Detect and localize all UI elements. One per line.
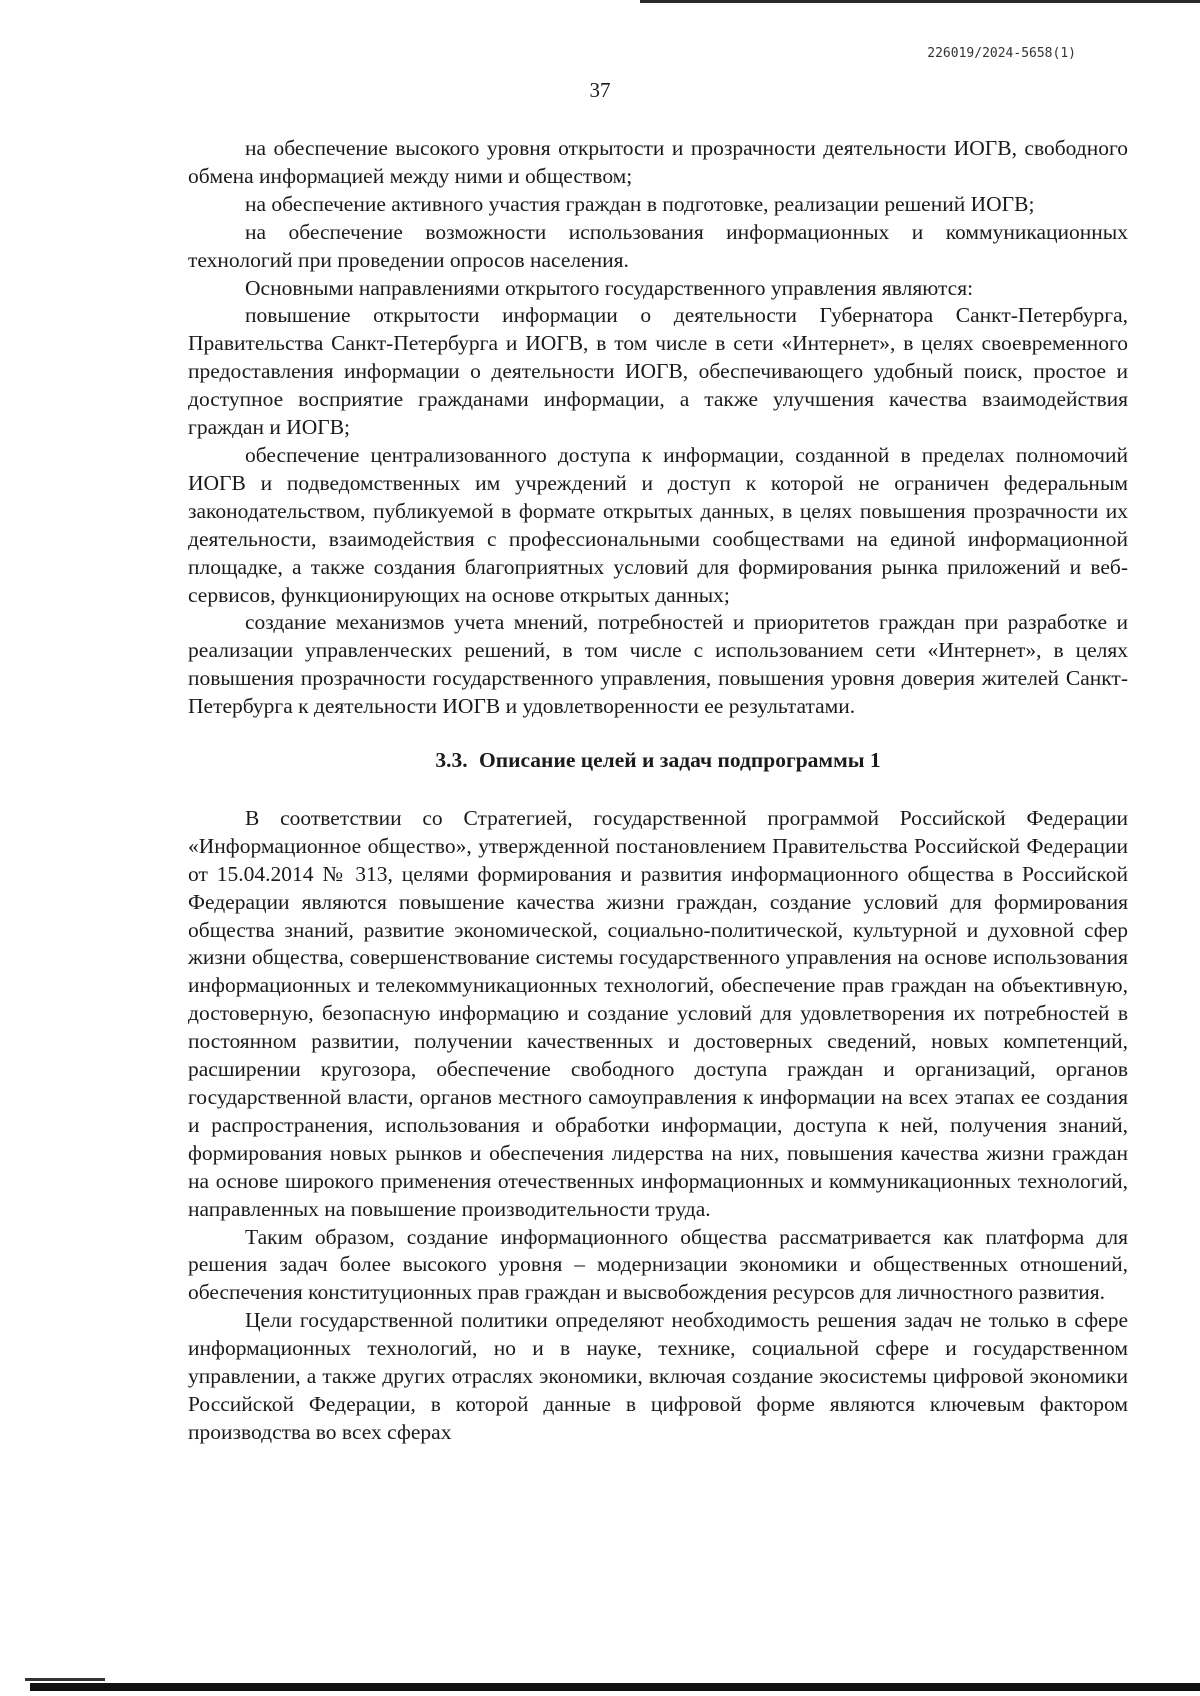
section-title: Описание целей и задач подпрограммы 1	[479, 748, 881, 773]
paragraph: создание механизмов учета мнений, потребностей и приоритетов граждан при разработке и реализации управленческих решений, в том числе с использованием сети «Интернет», в целях повышения прозрачности государственного управления, повышения уровня доверия жителей Санкт-Петербурга к деятельности ИОГВ и удовлетворенности ее результатами.	[188, 610, 1128, 719]
paragraph: обеспечение централизованного доступа к информации, созданной в пределах полномочий ИОГВ и подведомственных им учреждений и доступ к которой не ограничен федеральным законодательством, публикуемой в формате открытых данных, в целях повышения прозрачности их деятельности, взаимодействия с профессиональными сообществами на единой информационной площадке, а также создания благоприятных условий для формирования рынка приложений и веб-сервисов, функционирующих на основе открытых данных;	[188, 442, 1128, 607]
paragraph: Основными направлениями открытого государственного управления являются:	[245, 275, 974, 300]
paragraph: на обеспечение активного участия граждан в подготовке, реализации решений ИОГВ;	[245, 191, 1035, 216]
section-number: 3.3.	[435, 748, 468, 773]
paragraph: повышение открытости информации о деятельности Губернатора Санкт-Петербурга, Правительства Санкт-Петербурга и ИОГВ, в том числе в сети «Интернет», в целях своевременного предоставления информации о деятельности ИОГВ, обеспечивающего удобный поиск, простое и доступное восприятие гражданами информации, а также улучшения качества взаимодействия граждан и ИОГВ;	[188, 303, 1128, 440]
paragraph: на обеспечение возможности использования информационных и коммуникационных технологий при проведении опросов населения.	[188, 219, 1128, 272]
paragraph: Цели государственной политики определяют необходимость решения задач не только в сфере информационных технологий, но и в науке, технике, социальной сфере и государственном управлении, а также других отраслях экономики, включая создание экосистемы цифровой экономики Российской Федерации, в которой данные в цифровой форме являются ключевым фактором производства во всех сферах	[188, 1308, 1128, 1444]
scan-edge-top	[640, 0, 1200, 3]
paragraph: В соответствии со Стратегией, государственной программой Российской Федерации «Информационное общество», утвержденной постановлением Правительства Российской Федерации от 15.04.2014 № 313, целями формирования и развития информационного общества в Российской Федерации являются повышение качества жизни граждан, создание условий для формирования общества знаний, развитие экономической, социально-политической, культурной и духовной сфер жизни общества, совершенствование системы государственного управления на основе использования информационных и телекоммуникационных технологий, обеспечение прав граждан на объективную, достоверную, безопасную информацию и создание условий для удовлетворения их потребностей в постоянном развитии, получении качественных и достоверных сведений, новых компетенций, расширении кругозора, обеспечение свободного доступа граждан и организаций, органов государственной власти, органов местного самоуправления к информации на всех этапах ее создания и распространения, использования и обработки информации, доступа к ней, получения знаний, формирования новых рынков и обеспечения лидерства на них, повышения качества жизни граждан на основе широкого применения отечественных информационных и коммуникационных технологий, направленных на повышение производительности труда.	[188, 805, 1128, 1221]
document-id: 226019/2024-5658(1)	[927, 46, 1076, 61]
page-number: 37	[589, 78, 611, 102]
scan-edge-bottom-mark	[25, 1678, 105, 1681]
section-heading	[188, 747, 1128, 775]
paragraph: на обеспечение высокого уровня открытости и прозрачности деятельности ИОГВ, свободного обмена информацией между ними и обществом;	[188, 136, 1128, 188]
scan-edge-bottom	[30, 1683, 1200, 1691]
paragraph: Таким образом, создание информационного общества рассматривается как платформа для решения задач более высокого уровня – модернизации экономики и общественных отношений, обеспечения конституционных прав граждан и высвобождения ресурсов для личностного развития.	[188, 1224, 1128, 1305]
document-body	[188, 135, 1128, 1447]
